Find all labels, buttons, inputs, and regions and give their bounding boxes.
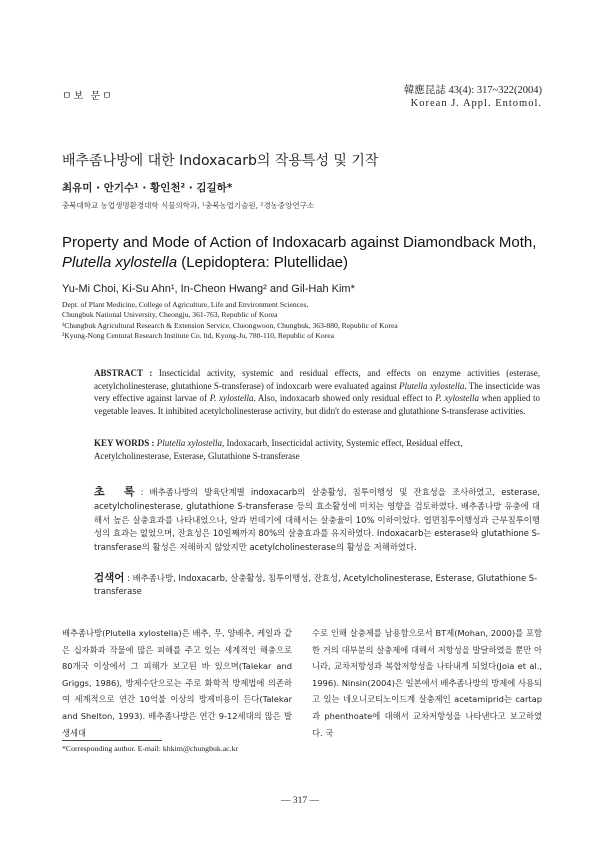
- abstract-text: when applied to vegetable leaves. It inhibited acetylcholinesterase activity, but didn't do esterase and glutathione S-transferase activities.: [94, 393, 540, 416]
- page-number: — 317 —: [281, 796, 319, 806]
- korean-abstract-text: : 배추좀나방의 발육단계별 indoxacarb의 살충활성, 침투이행성 및 잔효성을 조사하였고, esterase, acetylcholinesterase, glutathione S-transferase 등의 효소활성에 미치는 영향을 검토하였다. 배추좀나방 유충에 대해서 높은 살충효과를 나타내었으나, 알과 번데기에 대해서는 살충율이 10% 이하이었다. 엽면침투이행성과 근부침투이행성의 효과는 없었으며, 잔효성은 10일째까지 80%의 살충효과를 유지하였다. Indoxacarb는 esterase와 glutathione S-transferase의 활성은 저해하지 않았지만 acetylcholinesterase의 활성을 저해하였다.: [94, 487, 540, 553]
- affiliation-line: ²Kyung-Nong Centural Research Institute Co. ltd, Kyong-Ju, 780-110, Republic of Korea: [62, 331, 334, 341]
- keywords-label: KEY WORDS :: [94, 438, 155, 448]
- english-title: [62, 233, 542, 273]
- keywords-species: Plutella xylostella: [154, 438, 222, 448]
- abstract-text: . The insecticide was very effective against larvae of: [94, 380, 541, 404]
- body-column-left: 배추좀나방(Plutella xylostella)은 배추, 무, 양배추, 케일과 같은 십자화과 작물에 많은 피해를 주고 있는 세계적인 해충으로 80개국 이상에서 그 피해가 보고된 바 있으며(Talekar and Griggs, 1986), 방제수단으로는 주로 화학적 방제법에 의존하여 세계적으로 연간 10억불 이상의 방제비용이 든다(Talekar and Shelton, 1993). 배추좀나방은 연간 9-12세대의 많은 발생세대: [62, 628, 292, 738]
- abstract-label: ABSTRACT :: [94, 368, 153, 378]
- journal-name: Korean J. Appl. Entomol.: [410, 98, 542, 109]
- english-title-line1: Property and Mode of Action of Indoxacarb against Diamondback Moth,: [62, 234, 537, 251]
- korean-keywords-label: 검색어: [94, 572, 125, 584]
- journal-citation: [404, 84, 542, 110]
- journal-volume: 韓應昆誌 43(4): 317~322(2004): [403, 85, 542, 96]
- affiliation-line: ¹Chungbuk Agricultural Research & Extension Service, Cheongwoon, Chungbuk, 363-880, Republic of Korea: [62, 320, 398, 330]
- abstract-text: Insecticidal activity, systemic and residual effects, and effects on enzyme activities (esterase, acetylcholinesterase, glutathione S-transferase) of indoxcarb were evaluated against: [94, 368, 540, 391]
- abstract-italic: Plutella xylostella: [399, 380, 465, 391]
- footnote: *Corresponding author. E-mail: khkim@chungbuk.ac.kr: [62, 744, 239, 753]
- section-label: ㅁ보 문ㅁ: [62, 91, 114, 102]
- korean-abstract: [94, 485, 540, 555]
- english-affiliations: [62, 300, 542, 342]
- abstract-italic: P. xylostella: [435, 393, 479, 404]
- body-column-right: 수로 인해 살충제를 남용함으로서 BT제(Mohan, 2000)를 포함한 거의 대부분의 살충제에 대해서 저항성을 발달하였을 뿐만 아니라, 교차저항성과 복합저항성을 나타내게 되었다(Joia et al., 1996). Ninsin(2004)은 일본에서 배추좀나방의 방제에 사용되고 있는 네오니코티노이드계 살충제인 acetamiprid는 cartap과 phenthoate에 대해서 교차저항성을 나타낸다고 보고하였다. 국: [312, 628, 542, 738]
- korean-authors: 최유미 · 안기수¹ · 황인천² · 김길하*: [62, 182, 233, 194]
- abstract-italic: P. xylostella: [209, 393, 254, 404]
- affiliation-line: Chungbuk National University, Cheongju, 361-763, Republic of Korea: [62, 310, 278, 320]
- korean-keywords: [94, 572, 540, 598]
- english-title-line2: [62, 253, 542, 273]
- species-name: Plutella xylostella: [62, 254, 178, 271]
- keywords-text: , Indoxacarb, Insecticidal activity, Systemic effect, Residual effect, Acetylcholinesterase, Esterase, Glutathione S-transferase: [94, 438, 463, 461]
- korean-affiliation: 충북대학교 농업생명환경대학 식물의학과, ¹충북농업기술원, ²경농중앙연구소: [62, 201, 315, 210]
- keywords: [94, 437, 540, 462]
- korean-title: 배추좀나방에 대한 Indoxacarb의 작용특성 및 기작: [62, 153, 379, 169]
- affiliation-line: Dept. of Plant Medicine, College of Agriculture, Life and Environment Sciences,: [62, 300, 309, 309]
- korean-keywords-text: : 배추좀나방, Indoxacarb, 살충활성, 침투이행성, 잔효성, Acetylcholinesterase, Esterase, Glutathione S-transferase: [94, 573, 538, 596]
- order-family: (Lepidoptera: Plutellidae): [177, 254, 349, 271]
- abstract: [94, 367, 540, 417]
- abstract-text: . Also, indoxacarb showed only residual effect to: [253, 393, 436, 404]
- footnote-divider: [62, 740, 162, 741]
- english-authors: Yu-Mi Choi, Ki-Su Ahn¹, In-Cheon Hwang² and Gil-Hah Kim*: [62, 283, 355, 295]
- korean-abstract-label: 초 록: [94, 485, 141, 498]
